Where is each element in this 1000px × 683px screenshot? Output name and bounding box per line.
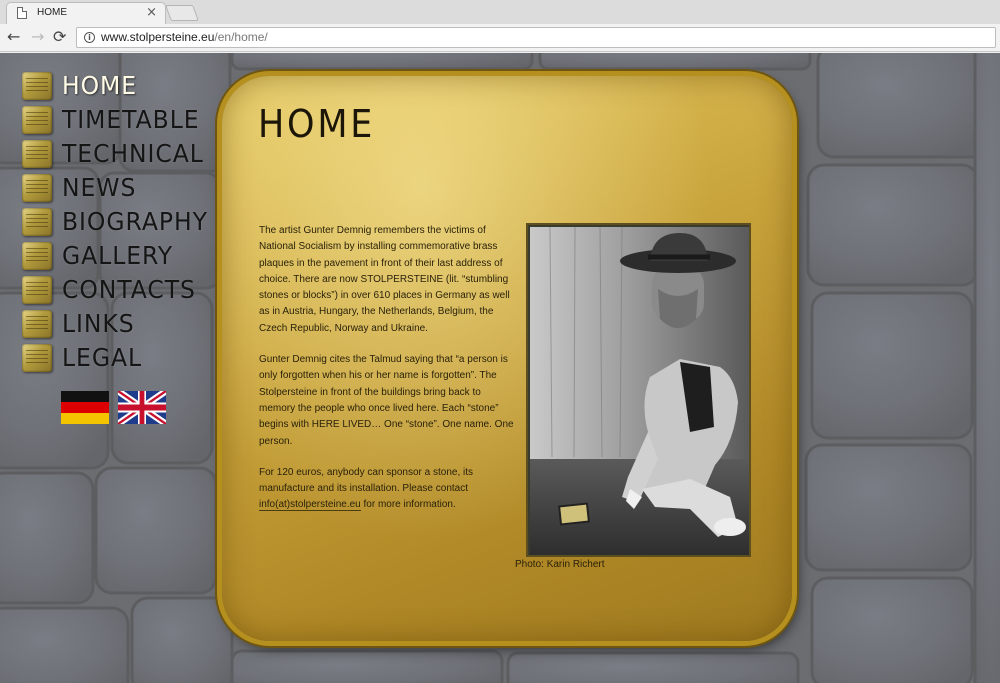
- sponsor-text: For 120 euros, anybody can sponsor a stone, its manufacture and its installation. Please contact: [259, 466, 474, 495]
- brass-content-plate: [222, 76, 792, 641]
- close-tab-icon[interactable]: ×: [146, 5, 157, 20]
- menu-item-biography[interactable]: [22, 205, 222, 237]
- browser-toolbar: [0, 24, 1000, 52]
- uk-flag-icon[interactable]: [118, 391, 166, 424]
- menu-item-news[interactable]: [22, 171, 222, 203]
- paragraph-sponsor: [259, 465, 514, 514]
- paragraph-artist: The artist Gunter Demnig remembers the victims of National Socialism by installing commemorative brass plaques in the pavement in front of their last address of choice. There are now STOLPERSTEINE (lit. “stumbling stones or blocks”) in over 610 places in Germany as well as in Austria, Hungary, the Netherlands, Belgium, the Czech Republic, Norway and Ukraine.: [259, 225, 510, 334]
- brass-plate-icon: [22, 106, 52, 134]
- new-tab-button[interactable]: [165, 5, 199, 21]
- menu-label: NEWS: [62, 173, 137, 202]
- menu-label: LINKS: [62, 309, 135, 338]
- menu-item-links[interactable]: [22, 307, 222, 339]
- menu-label: CONTACTS: [62, 275, 196, 304]
- menu-label: BIOGRAPHY: [62, 207, 208, 236]
- menu-label: GALLERY: [62, 241, 174, 270]
- brass-plate-icon: [22, 140, 52, 168]
- brass-plate-icon: [22, 208, 52, 236]
- brass-plate-icon: [22, 310, 52, 338]
- german-flag-icon[interactable]: [61, 391, 109, 424]
- brass-plate-icon: [22, 174, 52, 202]
- sponsor-text-end: for more information.: [360, 499, 456, 511]
- back-arrow-icon[interactable]: ←: [7, 27, 21, 46]
- page-viewport: [0, 53, 1000, 683]
- menu-item-legal[interactable]: [22, 341, 222, 373]
- info-icon[interactable]: i: [84, 32, 95, 43]
- photo-caption: Photo: Karin Richert: [515, 559, 605, 570]
- brass-plate-icon: [22, 242, 52, 270]
- url-text[interactable]: [101, 30, 268, 44]
- reload-icon[interactable]: ⟳: [53, 27, 67, 46]
- menu-item-home[interactable]: [22, 69, 222, 101]
- artist-photo-frame: [526, 223, 751, 557]
- url-path: /en/home/: [214, 30, 268, 44]
- page-title: HOME: [258, 102, 376, 146]
- menu-item-gallery[interactable]: [22, 239, 222, 271]
- browser-tab[interactable]: [6, 2, 166, 24]
- url-host: www.stolpersteine.eu: [101, 30, 215, 44]
- menu-item-timetable[interactable]: [22, 103, 222, 135]
- menu-item-contacts[interactable]: [22, 273, 222, 305]
- browser-tabstrip: [0, 0, 1000, 24]
- address-bar[interactable]: [76, 27, 996, 48]
- brass-plate-icon: [22, 72, 52, 100]
- brass-plate-icon: [22, 276, 52, 304]
- paragraph-talmud: Gunter Demnig cites the Talmud saying that “a person is only forgotten when his or her name is forgotten”. The Stolpersteine in front of the buildings bring back to memory the people who once lived here. Each “stone” begins with HERE LIVED… One “stone”. One name. One person.: [259, 354, 514, 447]
- menu-label: TIMETABLE: [62, 105, 200, 134]
- menu-label: HOME: [62, 71, 138, 100]
- menu-label: LEGAL: [62, 343, 143, 372]
- menu-label: TECHNICAL: [62, 139, 204, 168]
- document-icon: [17, 7, 27, 19]
- contact-email-link[interactable]: info(at)stolpersteine.eu: [259, 499, 361, 511]
- tab-title: HOME: [37, 7, 67, 18]
- forward-arrow-icon[interactable]: →: [31, 27, 45, 46]
- brass-plate-icon: [22, 344, 52, 372]
- intro-text: [259, 223, 514, 529]
- artist-photo: [530, 227, 749, 555]
- menu-item-technical[interactable]: [22, 137, 222, 169]
